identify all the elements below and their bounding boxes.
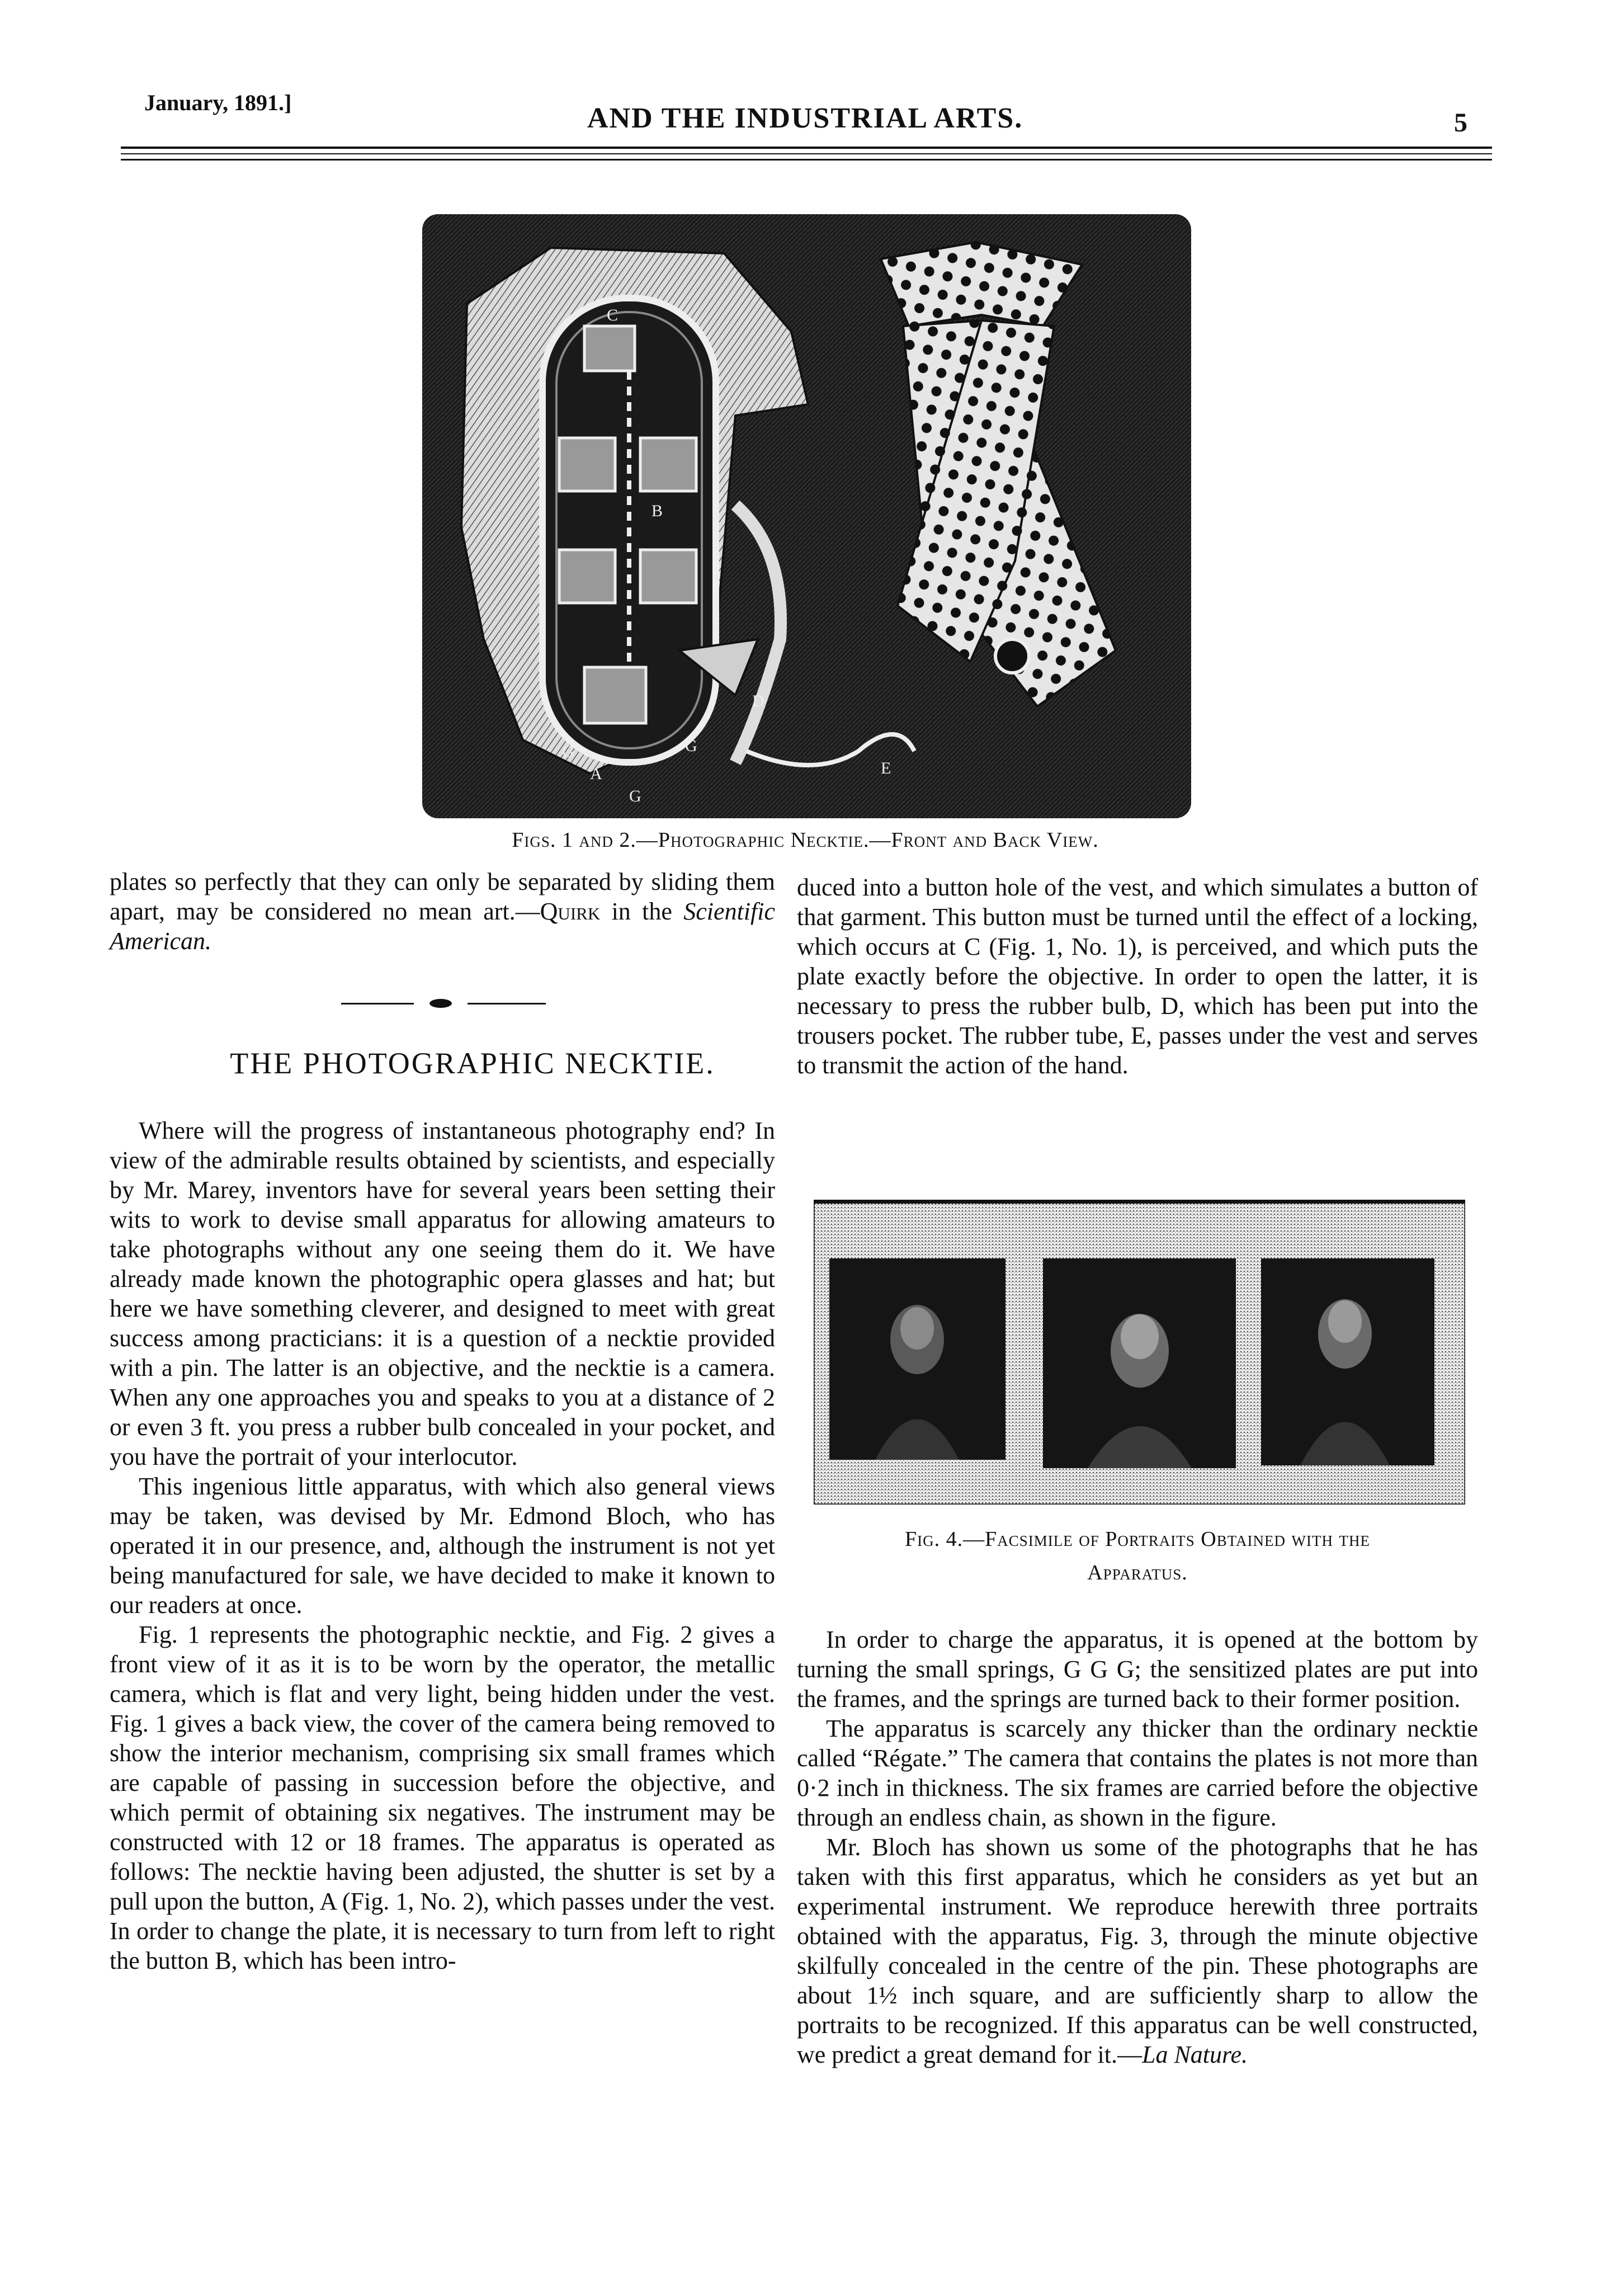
paragraph-regate: The apparatus is scarcely any thicker than the ordinary necktie called “Régate.” The camera that contains the plates is not more than 0·2 inch in thickness. The six frames are carried before the objective through an endless chain, as shown in the figure. [797, 1715, 1478, 1831]
plate-frame-6 [584, 667, 646, 723]
plate-frame-4 [559, 550, 615, 603]
header-rule-thick [121, 147, 1492, 149]
running-header-title: AND THE INDUSTRIAL ARTS. [587, 102, 1023, 134]
page-number: 5 [1454, 108, 1467, 138]
paragraph-1: Where will the progress of instantaneous photography end? In view of the admirable results obtained by scientists, and especially by Mr. Marey, inventors have for several years been setting their wits to work to devise small apparatus for allowing amateurs to take photographs without any one seeing them do it. We have already made known the photographic opera glasses and hat; but here we have something cleverer, and designed to meet with great success among practicians: it is a question of a necktie provided with a pin. The latter is an objective, and the necktie is a camera. When any one approaches you and speaks to you at a distance of 2 or even 3 ft. you press a rubber bulb concealed in your pocket, and you have the portrait of your interlocutor. [110, 1117, 775, 1470]
portrait-3 [1261, 1258, 1434, 1465]
figure-label-b: B [652, 502, 663, 520]
source-la-nature: La Nature. [1141, 2041, 1248, 2068]
pin-objective [995, 639, 1029, 673]
figure-label-g: G [685, 737, 697, 755]
left-column-article [110, 1116, 775, 1975]
credit-author: Quirk [540, 898, 601, 925]
paragraph-2: This ingenious little apparatus, with which also general views may be taken, was devised by Mr. Edmond Bloch, who has operated it in our presence, and, although the instrument is not yet being manufactured for sale, we have decided to make it known to our readers at once. [110, 1473, 775, 1619]
header-rule-bottom [121, 159, 1492, 161]
portrait-2 [1043, 1258, 1236, 1468]
plate-frame-5 [640, 550, 696, 603]
paragraph-charging: In order to charge the apparatus, it is opened at the bottom by turning the small springs, G G G; the sensitized plates are put into the frames, and the springs are turned back to their former position. [797, 1626, 1478, 1713]
figure-label-g: G [562, 742, 574, 761]
plate-frame-3 [640, 438, 696, 491]
figure-label-e: E [881, 759, 891, 777]
figure-label-d: D [752, 692, 764, 710]
necktie-engraving-figure [422, 214, 1191, 818]
ornament-rule-left [341, 1003, 414, 1004]
portrait-1 [829, 1258, 1005, 1460]
left-column [110, 867, 775, 956]
paragraph-3: Fig. 1 represents the photographic necktie, and Fig. 2 gives a front view of it as it is to be worn by the operator, the metallic camera, which is flat and very light, being hidden under the vest. Fig. 1 gives a back view, the cover of the camera being removed to show the interior mechanism, comprising six small frames which are capable of passing in succession before the objective, and which permit of obtaining six negatives. The instrument may be constructed with 12 or 18 frames. The apparatus is operated as follows: The necktie having been adjusted, the shutter is set by a pull upon the button, A (Fig. 1, No. 2), which passes under the vest. In order to change the plate, it is necessary to turn from left to right the button B, which has been intro- [110, 1621, 775, 1974]
credit-journal: Scientific American. [110, 898, 775, 955]
paragraph-bloch: Mr. Bloch has shown us some of the photographs that he has taken with this first apparatus, which he considers as yet but an experimental instrument. We reproduce herewith three portraits obtained with the apparatus, Fig. 3, through the minute objective skilfully concealed in the centre of the pin. These photographs are about 1½ inch square, and are sufficiently sharp to allow the portraits to be recognized. If this apparatus can be well constructed, we predict a great demand for it.—La Nature. [797, 1833, 1478, 2068]
figure-4-caption-line1: Fig. 4.—Facsimile of Portraits Obtained with the [904, 1527, 1370, 1551]
article-headline: THE PHOTOGRAPHIC NECKTIE. [230, 1046, 715, 1080]
figure-1-2-caption: Figs. 1 and 2.—Photographic Necktie.—Front and Back View. [512, 828, 1099, 852]
right-column-top [797, 873, 1478, 1080]
continued-paragraph: plates so perfectly that they can only be separated by sliding them apart, may be considered no mean art.—Quirk in the Scientific American. [110, 868, 775, 955]
figure-label-g: G [629, 787, 641, 805]
ornament-center [429, 999, 452, 1008]
plate-frame-1 [584, 326, 635, 371]
running-header-date: January, 1891.] [144, 90, 292, 115]
figure-4-caption-line2: Apparatus. [1087, 1561, 1188, 1584]
figure-label-a: A [590, 765, 602, 783]
plate-frame-2 [559, 438, 615, 491]
header-rule-thin [121, 153, 1492, 154]
portraits-facsimile-figure [814, 1200, 1465, 1505]
figure-label-c: C [607, 306, 619, 324]
paragraph-continued: duced into a button hole of the vest, and which simulates a button of that garment. This button must be turned until the effect of a locking, which occurs at C (Fig. 1, No. 1), is perceived, and which puts the plate exactly before the objective. In order to open the latter, it is necessary to press the rubber bulb, D, which has been put into the trousers pocket. The rubber tube, E, passes under the vest and serves to transmit the action of the hand. [797, 874, 1478, 1079]
right-column-bottom [797, 1625, 1478, 2069]
ornament-rule-right [468, 1003, 546, 1004]
